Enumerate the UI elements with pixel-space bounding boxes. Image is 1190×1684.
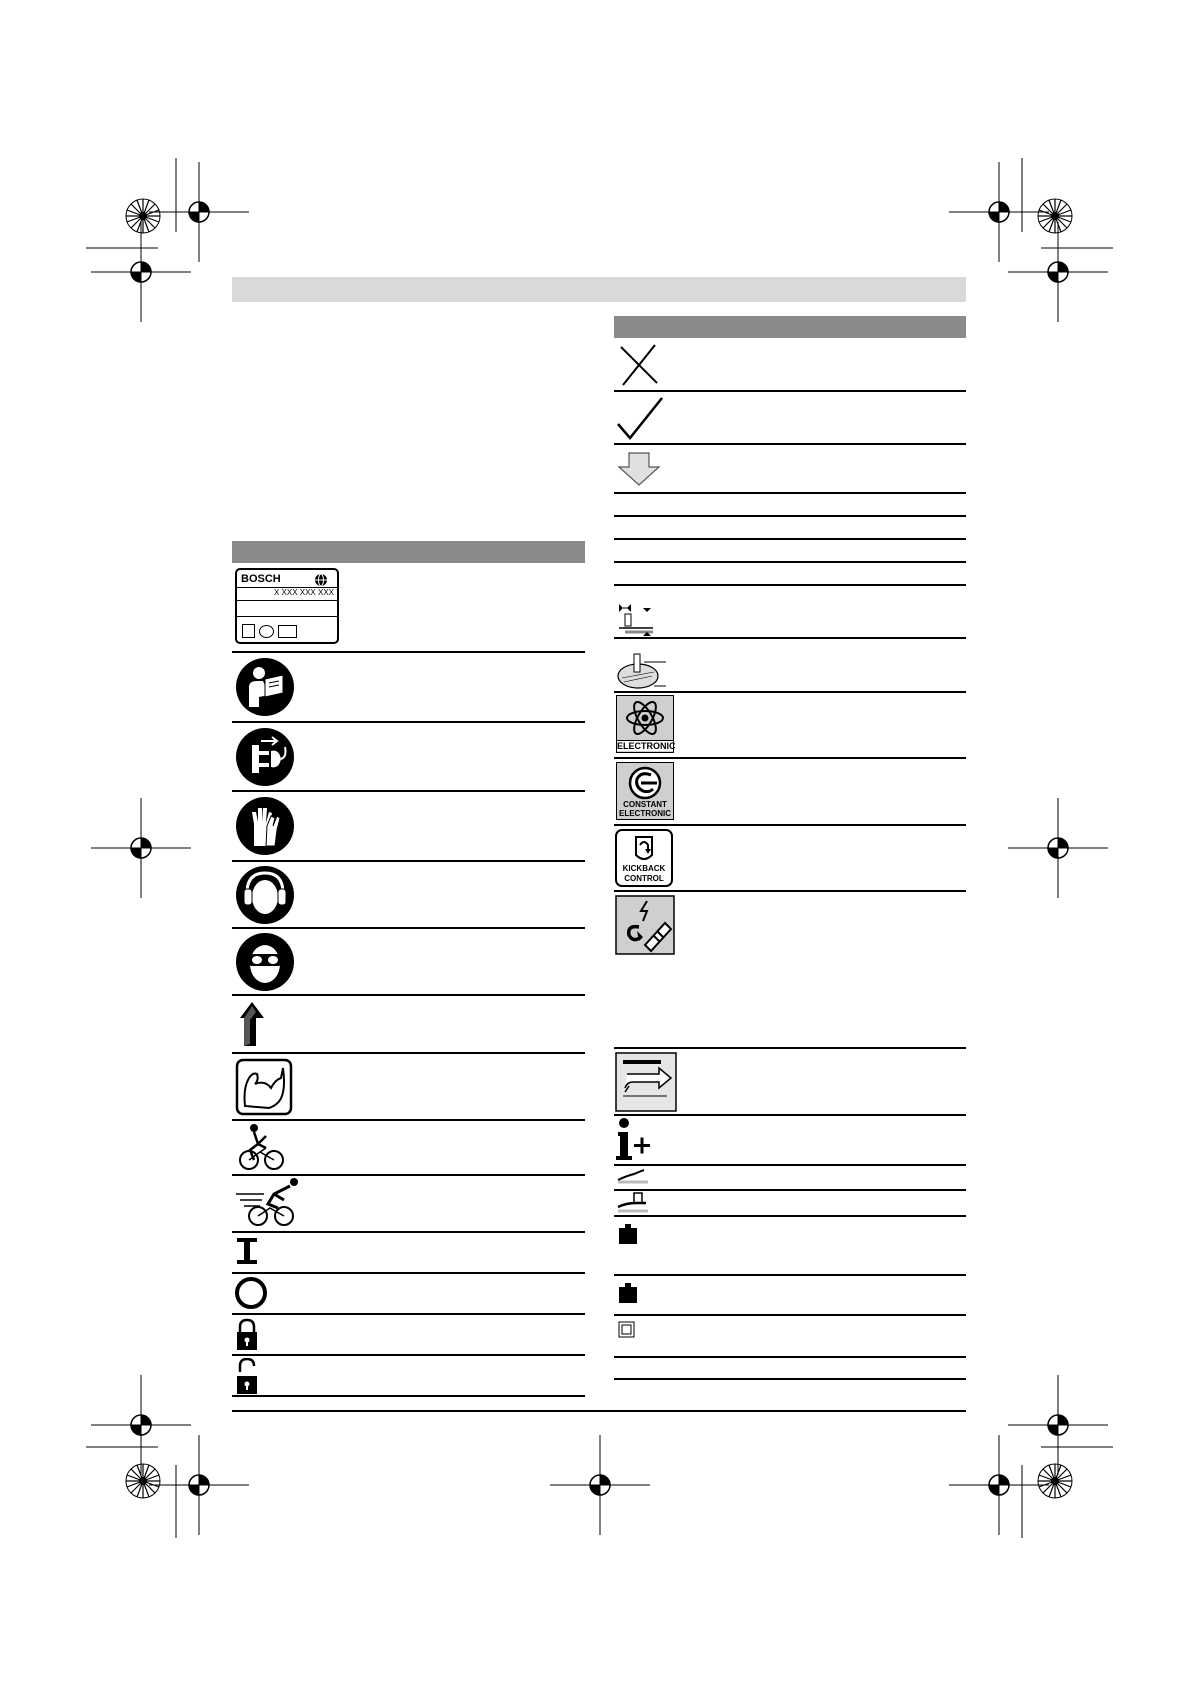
electronic-icon bbox=[616, 695, 674, 753]
unlock-icon bbox=[235, 1358, 259, 1396]
right-row-divider bbox=[614, 691, 966, 693]
left-row-divider bbox=[232, 1052, 585, 1054]
kickback-label-line1: KICKBACK bbox=[622, 864, 666, 873]
small-shoe-icon bbox=[616, 1166, 650, 1188]
read-manual-icon bbox=[235, 657, 295, 717]
page-header-bar bbox=[232, 277, 966, 302]
right-row-divider bbox=[614, 390, 966, 392]
constant-electronic-icon bbox=[616, 762, 674, 820]
large-shoe-icon bbox=[616, 1191, 650, 1215]
right-column-header bbox=[614, 316, 966, 338]
protection-class-icon bbox=[618, 1321, 636, 1339]
left-row-divider bbox=[232, 651, 585, 653]
disc-icon bbox=[616, 650, 672, 690]
right-row-divider bbox=[614, 1047, 966, 1049]
check-icon bbox=[616, 396, 664, 442]
fast-cyclist-icon bbox=[234, 1176, 302, 1228]
kickback-control-icon bbox=[615, 829, 673, 887]
right-row-divider bbox=[614, 1274, 966, 1276]
left-row-divider bbox=[232, 860, 585, 862]
right-row-divider bbox=[614, 538, 966, 540]
right-row-divider bbox=[614, 584, 966, 586]
on-icon bbox=[236, 1237, 260, 1267]
restart-protection-icon bbox=[615, 895, 675, 955]
left-row-divider bbox=[232, 721, 585, 723]
left-row-divider bbox=[232, 994, 585, 996]
arrow-down-icon bbox=[617, 451, 661, 487]
nameplate-icon bbox=[235, 568, 339, 644]
right-row-divider bbox=[614, 1314, 966, 1316]
right-row-divider bbox=[614, 1114, 966, 1116]
right-row-divider bbox=[614, 1189, 966, 1191]
left-row-divider bbox=[232, 790, 585, 792]
slow-cyclist-icon bbox=[236, 1122, 286, 1172]
electronic-label: ELECTRONIC bbox=[617, 741, 676, 751]
footer-line bbox=[232, 1410, 966, 1412]
right-row-divider bbox=[614, 757, 966, 759]
kickback-label-line2: CONTROL bbox=[624, 874, 664, 883]
left-row-divider bbox=[232, 1272, 585, 1274]
depth-gauge-icon bbox=[617, 602, 661, 638]
arrow-up-icon bbox=[234, 1000, 270, 1048]
right-row-divider bbox=[614, 443, 966, 445]
eye-protection-icon bbox=[235, 932, 295, 992]
left-row-divider bbox=[232, 1119, 585, 1121]
right-row-divider bbox=[614, 824, 966, 826]
right-row-divider bbox=[614, 561, 966, 563]
dust-extraction-icon bbox=[615, 1052, 677, 1112]
strength-icon bbox=[235, 1058, 293, 1116]
right-row-divider bbox=[614, 1356, 966, 1358]
right-row-divider bbox=[614, 1378, 966, 1380]
unplug-icon bbox=[235, 727, 295, 787]
ear-protection-icon bbox=[235, 865, 295, 925]
cross-icon bbox=[617, 343, 661, 387]
left-row-divider bbox=[232, 927, 585, 929]
right-row-divider bbox=[614, 515, 966, 517]
weight-icon bbox=[617, 1223, 641, 1247]
right-row-divider bbox=[614, 1215, 966, 1217]
right-row-divider bbox=[614, 637, 966, 639]
left-row-divider bbox=[232, 1313, 585, 1315]
nameplate-brand: BOSCH bbox=[241, 573, 281, 585]
info-plus-icon bbox=[616, 1118, 660, 1162]
right-row-divider bbox=[614, 1164, 966, 1166]
gloves-icon bbox=[235, 796, 295, 856]
constant-label-line1: CONSTANT bbox=[623, 800, 667, 809]
left-row-divider bbox=[232, 1354, 585, 1356]
left-column-header bbox=[232, 541, 585, 563]
lock-icon bbox=[235, 1318, 259, 1352]
off-icon bbox=[234, 1276, 268, 1310]
nameplate-number: X XXX XXX XXX bbox=[273, 588, 334, 597]
right-row-divider bbox=[614, 890, 966, 892]
left-row-divider bbox=[232, 1395, 585, 1397]
constant-label-line2: ELECTRONIC bbox=[619, 809, 671, 818]
globe-icon bbox=[314, 573, 328, 587]
weight-small-icon bbox=[617, 1282, 641, 1306]
right-row-divider bbox=[614, 492, 966, 494]
left-row-divider bbox=[232, 1231, 585, 1233]
